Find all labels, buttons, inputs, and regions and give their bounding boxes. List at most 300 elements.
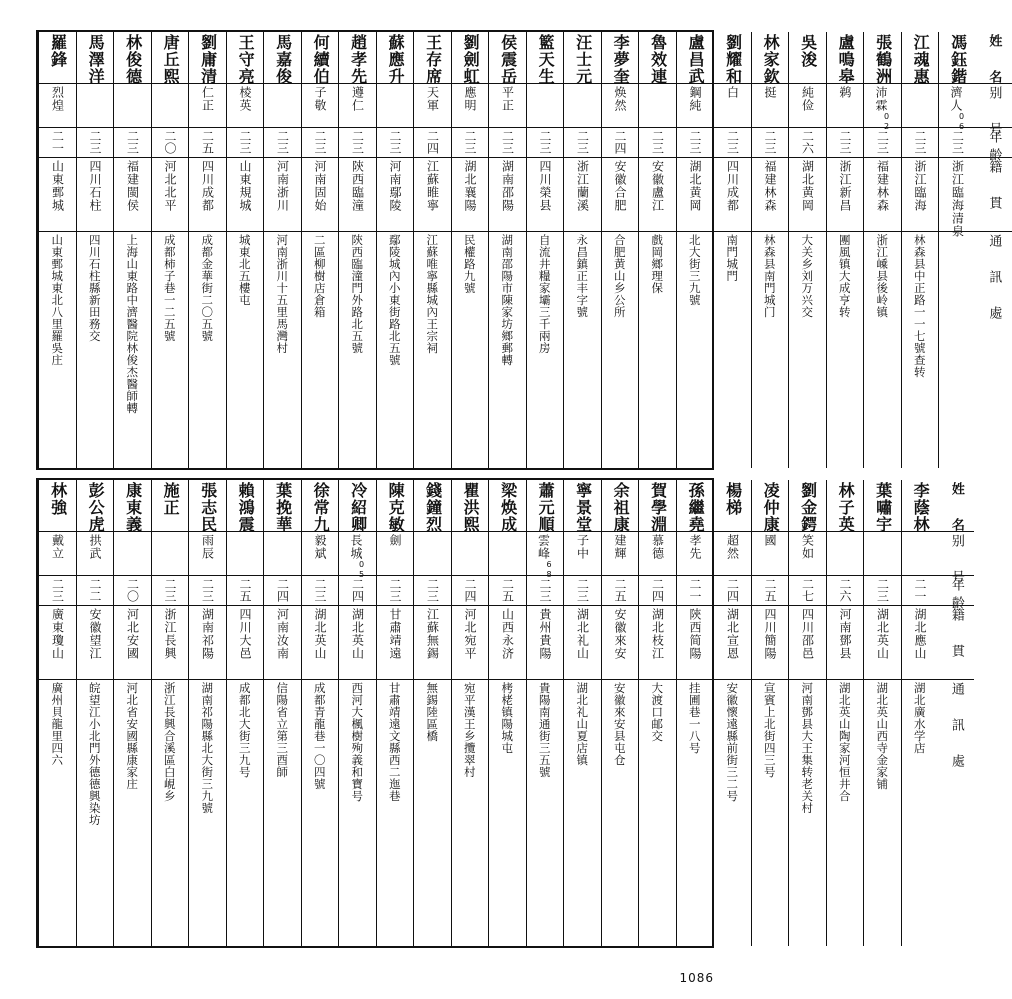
roster-entry-column — [676, 480, 714, 946]
entry-age — [339, 576, 376, 606]
entry-name — [602, 32, 639, 84]
alias-superscript: 06 — [957, 112, 967, 132]
entry-alias — [302, 84, 339, 128]
entry-age-text: 二五 — [613, 578, 628, 602]
roster-entry-column — [113, 32, 151, 468]
entry-alias — [677, 84, 714, 128]
entry-native-place-text: 浙江新昌 — [838, 160, 853, 212]
entry-address-text: 宛平漢王乡攬翠村 — [462, 682, 477, 778]
entry-native-place — [602, 158, 639, 232]
entry-age — [789, 128, 826, 158]
entry-name — [39, 480, 76, 532]
entry-alias-text: 超然 — [725, 534, 740, 560]
entry-age-text: 二四 — [650, 578, 665, 602]
entry-native-place-text: 湖北礼山 — [575, 608, 590, 660]
entry-name — [414, 32, 451, 84]
roster-entry-column — [301, 480, 339, 946]
entry-age — [639, 576, 676, 606]
entry-native-place-text: 湖北枝江 — [650, 608, 665, 660]
entry-age — [939, 128, 976, 158]
entry-name-text: 王守亮 — [236, 34, 256, 85]
entry-address-text: 戲岡鄉理保 — [650, 234, 665, 294]
entry-address-text: 江蘇唯寧縣城內王宗祠 — [425, 234, 440, 354]
entry-address — [189, 232, 226, 468]
entry-address-text: 河南浙川十五里馬灣村 — [275, 234, 290, 354]
entry-age — [489, 128, 526, 158]
header-name-text: 姓 名 — [948, 482, 964, 536]
entry-native-place — [452, 606, 489, 680]
entry-address — [227, 680, 264, 946]
entry-native-place-text: 湖北宣恩 — [725, 608, 740, 660]
entry-age — [639, 128, 676, 158]
entry-address — [602, 232, 639, 468]
entry-name — [527, 480, 564, 532]
entry-alias — [452, 84, 489, 128]
entry-native-place — [677, 606, 714, 680]
entry-name — [564, 32, 601, 84]
entry-name-text: 蕭元順 — [536, 482, 556, 533]
entry-native-place — [414, 158, 451, 232]
entry-native-place — [189, 158, 226, 232]
entry-name — [414, 480, 451, 532]
entry-native-place — [789, 606, 826, 680]
entry-alias-text: 毅斌 — [313, 534, 328, 560]
entry-address-text: 自流井糧家壩三千兩房 — [537, 234, 552, 354]
entry-address — [227, 232, 264, 468]
roster-entry-column — [151, 32, 189, 468]
entry-age-text: 二四 — [725, 578, 740, 602]
entry-name-text: 盧鳴皋 — [836, 34, 856, 85]
entry-alias — [189, 532, 226, 576]
entry-address — [39, 680, 76, 946]
roster-entry-column — [301, 32, 339, 468]
entry-age-text: 二四 — [350, 578, 365, 602]
entry-address — [789, 680, 826, 946]
entry-native-place-text: 陝西臨潼 — [350, 160, 365, 212]
entry-native-place — [339, 606, 376, 680]
entry-age — [827, 128, 864, 158]
entry-native-place-text: 湖北襄陽 — [463, 160, 478, 212]
header-age-text: 年齡 — [948, 578, 964, 614]
entry-name — [152, 32, 189, 84]
entry-native-place-text: 安徽望江 — [88, 608, 103, 660]
entry-native-place-text: 湖北黄岡 — [688, 160, 703, 212]
roster-entry-column — [751, 32, 789, 468]
entry-alias — [789, 532, 826, 576]
entry-name — [189, 32, 226, 84]
entry-native-place-text: 四川簡陽 — [763, 608, 778, 660]
entry-name — [789, 480, 826, 532]
entry-native-place-text: 湖南邵陽 — [500, 160, 515, 212]
entry-name-text: 林俊德 — [123, 34, 143, 85]
entry-name — [227, 32, 264, 84]
entry-name-text: 侯震岳 — [498, 34, 518, 85]
entry-address — [489, 680, 526, 946]
header-address — [976, 232, 1012, 468]
entry-native-place — [752, 606, 789, 680]
roster-entry-column — [188, 32, 226, 468]
entry-native-place-text: 四川大邑 — [238, 608, 253, 660]
entry-age-text: 二三 — [388, 130, 403, 154]
entry-age-text: 二六 — [838, 578, 853, 602]
entry-name-text: 林子英 — [836, 482, 856, 533]
entry-age — [752, 576, 789, 606]
entry-address — [264, 680, 301, 946]
entry-name-text: 冷紹卿 — [348, 482, 368, 533]
entry-address-text: 栲栳镇陽城屯 — [500, 682, 515, 754]
entry-name — [789, 32, 826, 84]
roster-entry-column — [188, 480, 226, 946]
entry-address — [752, 680, 789, 946]
entry-native-place-text: 陝西简陽 — [688, 608, 703, 660]
entry-alias — [864, 532, 901, 576]
entry-native-place — [714, 606, 751, 680]
entry-native-place — [302, 606, 339, 680]
entry-name-text: 唐丘熙 — [161, 34, 181, 85]
entry-name — [639, 480, 676, 532]
roster-entry-column — [601, 32, 639, 468]
entry-name-text: 盧昌武 — [686, 34, 706, 85]
entry-age-text: 二四 — [275, 578, 290, 602]
roster-entry-column — [788, 480, 826, 946]
entry-address — [827, 680, 864, 946]
entry-alias — [902, 84, 939, 128]
entry-native-place-text: 河南固始 — [313, 160, 328, 212]
entry-native-place — [39, 606, 76, 680]
roster-entry-column — [526, 32, 564, 468]
header-alias — [938, 532, 974, 588]
roster-entry-column — [263, 480, 301, 946]
entry-age-text: 二三 — [163, 578, 178, 602]
entry-name-text: 蘇應升 — [386, 34, 406, 85]
entry-alias-text: 戴立 — [50, 534, 65, 560]
entry-name — [227, 480, 264, 532]
entry-age-text: 二三 — [463, 130, 478, 154]
entry-age-text: 二三 — [500, 130, 515, 154]
entry-age-text: 二五 — [200, 130, 215, 154]
entry-name-text: 葉挽華 — [273, 482, 293, 533]
entry-name-text: 江魂惠 — [911, 34, 931, 85]
header-alias-text: 别 号 — [986, 86, 1002, 140]
roster-entry-column — [38, 480, 76, 946]
entry-age-text: 二三 — [425, 578, 440, 602]
entry-address — [564, 680, 601, 946]
entry-address-text: 挂圃巷一八号 — [687, 682, 702, 754]
entry-address-text: 城東北五樓屯 — [237, 234, 252, 306]
entry-address-text: 浙江長興合溪區白峴乡 — [162, 682, 177, 802]
entry-name-text: 何續伯 — [311, 34, 331, 85]
entry-alias-text: 鋼純 — [688, 86, 703, 112]
entry-age — [864, 128, 901, 158]
entry-age-text: 二五 — [500, 578, 515, 602]
entry-age — [189, 576, 226, 606]
entry-name — [902, 480, 939, 532]
entry-native-place — [714, 158, 751, 232]
entry-age-text: 二一 — [688, 578, 703, 602]
roster-grid-top — [38, 32, 1002, 468]
entry-age — [77, 576, 114, 606]
entry-age — [752, 128, 789, 158]
entry-address-text: 鄢陵城內小東街路北五號 — [387, 234, 402, 366]
entry-address-text: 上海山東路中濟醫院林俊杰醫師轉 — [125, 234, 140, 414]
entry-name-text: 劉劍虹 — [461, 34, 481, 85]
entry-alias-text: 孝先 — [688, 534, 703, 560]
entry-alias — [752, 532, 789, 576]
entry-name — [489, 32, 526, 84]
entry-alias-text: 笑如 — [800, 534, 815, 560]
entry-name — [864, 32, 901, 84]
entry-age — [114, 576, 151, 606]
entry-native-place — [827, 606, 864, 680]
entry-alias-text: 仁正 — [200, 86, 215, 112]
entry-address — [752, 232, 789, 468]
roster-table-bottom — [36, 478, 964, 948]
entry-age — [527, 128, 564, 158]
entry-address-text: 林森县中正路一一七號查转 — [912, 234, 927, 378]
entry-native-place — [39, 158, 76, 232]
entry-native-place-text: 湖北應山 — [913, 608, 928, 660]
entry-name — [527, 32, 564, 84]
entry-age-text: 二一 — [913, 578, 928, 602]
entry-age — [864, 576, 901, 606]
entry-age — [114, 128, 151, 158]
entry-name-text: 林家欽 — [761, 34, 781, 85]
entry-alias — [39, 532, 76, 576]
entry-age — [39, 128, 76, 158]
entry-alias — [77, 84, 114, 128]
entry-age — [414, 576, 451, 606]
entry-address — [714, 232, 751, 468]
entry-address — [39, 232, 76, 468]
entry-alias-text: 棱英 — [238, 86, 253, 112]
entry-address-text: 湖北英山西寺金家铺 — [875, 682, 890, 790]
entry-address-text: 成都北大街三九号 — [237, 682, 252, 778]
entry-age-text: 二〇 — [125, 578, 140, 602]
entry-native-place — [827, 158, 864, 232]
entry-name-text: 孫繼堯 — [686, 482, 706, 533]
entry-name — [152, 480, 189, 532]
entry-native-place-text: 江蘇無錫 — [425, 608, 440, 660]
entry-native-place — [864, 158, 901, 232]
entry-name-text: 李蔭林 — [911, 482, 931, 533]
entry-native-place — [414, 606, 451, 680]
roster-header-column — [976, 32, 1012, 468]
entry-name-text: 籃天生 — [536, 34, 556, 85]
roster-entry-column — [226, 480, 264, 946]
entry-age — [152, 576, 189, 606]
header-name-text: 姓 名 — [986, 34, 1002, 88]
entry-address — [77, 232, 114, 468]
entry-address — [302, 680, 339, 946]
entry-name — [677, 32, 714, 84]
entry-address-text: 甘肅靖遠文縣西二迤巷 — [387, 682, 402, 802]
roster-entry-column — [901, 32, 939, 468]
roster-entry-column — [751, 480, 789, 946]
roster-entry-column — [713, 32, 751, 468]
entry-alias — [639, 84, 676, 128]
entry-address-text: 安徽懷遠縣前街三二号 — [725, 682, 740, 802]
entry-name-text: 施正 — [161, 482, 181, 516]
entry-address-text: 湖南邵陽市陳家坊鄉郵轉 — [500, 234, 515, 366]
entry-name-text: 余祖康 — [611, 482, 631, 533]
entry-address-text: 河南鄧县大王集转老关村 — [800, 682, 815, 814]
entry-age-text: 二三 — [950, 130, 965, 154]
entry-age-text: 二三 — [200, 578, 215, 602]
entry-name — [752, 32, 789, 84]
entry-address — [527, 680, 564, 946]
entry-alias — [152, 84, 189, 128]
entry-age-text: 二三 — [313, 578, 328, 602]
entry-native-place-text: 四川石柱 — [88, 160, 103, 212]
entry-address — [639, 680, 676, 946]
entry-address-text: 合肥黄山乡公所 — [612, 234, 627, 318]
entry-name — [302, 480, 339, 532]
entry-name-text: 楊梯 — [723, 482, 743, 516]
entry-address-text: 大关乡刘万兴交 — [800, 234, 815, 318]
entry-address-text: 西河大楓樹殉義和寶号 — [350, 682, 365, 802]
entry-native-place-text: 湖北英山 — [350, 608, 365, 660]
entry-native-place-text: 四川邵邑 — [800, 608, 815, 660]
entry-native-place-text: 湖南祁陽 — [200, 608, 215, 660]
entry-age-text: 二一 — [50, 130, 65, 154]
entry-address — [714, 680, 751, 946]
entry-name-text: 魯效連 — [648, 34, 668, 85]
entry-native-place — [114, 158, 151, 232]
entry-alias-text: 子敬 — [313, 86, 328, 112]
entry-age-text: 二三 — [313, 130, 328, 154]
entry-native-place-text: 浙江臨海清泉 — [950, 160, 965, 238]
entry-name — [302, 32, 339, 84]
entry-alias — [377, 84, 414, 128]
entry-age — [714, 576, 751, 606]
header-native-place — [938, 606, 974, 680]
entry-native-place — [902, 158, 939, 232]
header-address — [938, 680, 974, 946]
roster-entry-column — [938, 32, 976, 468]
entry-age — [902, 128, 939, 158]
roster-entry-column — [826, 480, 864, 946]
entry-age-text: 二三 — [650, 130, 665, 154]
entry-native-place-text: 山西永济 — [500, 608, 515, 660]
entry-native-place — [564, 606, 601, 680]
entry-native-place — [339, 158, 376, 232]
entry-address — [152, 680, 189, 946]
entry-native-place-text: 湖北英山 — [875, 608, 890, 660]
entry-name — [939, 32, 976, 84]
entry-address — [77, 680, 114, 946]
entry-alias — [452, 532, 489, 576]
entry-age — [227, 128, 264, 158]
header-alias-text: 别 号 — [948, 534, 964, 588]
entry-name — [189, 480, 226, 532]
entry-name-text: 賀學淵 — [648, 482, 668, 533]
entry-age-text: 二四 — [613, 130, 628, 154]
entry-alias — [302, 532, 339, 576]
entry-age-text: 二六 — [800, 130, 815, 154]
roster-entry-column — [638, 480, 676, 946]
entry-age — [452, 576, 489, 606]
entry-name — [602, 480, 639, 532]
roster-entry-column — [338, 32, 376, 468]
entry-name-text: 凌仲康 — [761, 482, 781, 533]
entry-alias-text: 長城$^{05}$ — [349, 534, 367, 580]
entry-address — [339, 232, 376, 468]
roster-entry-column — [226, 32, 264, 468]
entry-name-text: 王存席 — [423, 34, 443, 85]
roster-entry-column — [863, 480, 901, 946]
entry-age — [302, 576, 339, 606]
entry-name — [264, 480, 301, 532]
alias-superscript: 02 — [882, 112, 892, 132]
entry-name — [339, 32, 376, 84]
roster-entry-column — [151, 480, 189, 946]
entry-alias-text: 濟人$^{06}$ — [949, 86, 967, 132]
roster-entry-column — [376, 480, 414, 946]
entry-address-text: 貴陽南通街三五號 — [537, 682, 552, 778]
entry-native-place-text: 河南鄢陵 — [388, 160, 403, 212]
entry-age-text: 二五 — [238, 578, 253, 602]
entry-alias — [564, 532, 601, 576]
entry-alias — [114, 532, 151, 576]
entry-address-text: 林森县南門城门 — [762, 234, 777, 318]
entry-alias — [227, 532, 264, 576]
entry-address — [639, 232, 676, 468]
entry-name — [902, 32, 939, 84]
entry-native-place — [227, 606, 264, 680]
entry-address — [452, 680, 489, 946]
entry-address-text: 民權路九號 — [462, 234, 477, 294]
entry-address-text: 安徽來安县屯仓 — [612, 682, 627, 766]
entry-name — [714, 480, 751, 532]
entry-native-place — [602, 606, 639, 680]
entry-address-text: 四川石柱縣新田務交 — [87, 234, 102, 342]
entry-name-text: 劉庸清 — [198, 34, 218, 85]
entry-alias-text: 烈煌 — [50, 86, 65, 112]
entry-native-place-text: 湖北黄岡 — [800, 160, 815, 212]
entry-age — [302, 128, 339, 158]
entry-name — [714, 32, 751, 84]
entry-address — [414, 680, 451, 946]
entry-address-text: 湖南祁陽縣北大街三九號 — [200, 682, 215, 814]
roster-entry-column — [338, 480, 376, 946]
entry-age-text: 二三 — [125, 130, 140, 154]
roster-entry-column — [451, 32, 489, 468]
entry-address — [377, 232, 414, 468]
entry-alias — [939, 84, 976, 132]
header-address-text: 通 訊 處 — [986, 234, 1002, 324]
entry-address — [827, 232, 864, 468]
entry-age — [827, 576, 864, 606]
entry-alias — [489, 532, 526, 576]
entry-alias — [489, 84, 526, 128]
page-number: 1086 — [679, 971, 714, 985]
entry-name-text: 馬澤洋 — [86, 34, 106, 85]
entry-address-text: 湖北廣水学店 — [912, 682, 927, 754]
entry-native-place — [789, 158, 826, 232]
entry-alias — [189, 84, 226, 128]
entry-native-place — [752, 158, 789, 232]
entry-age — [189, 128, 226, 158]
roster-entry-column — [563, 480, 601, 946]
entry-age — [489, 576, 526, 606]
header-native-place-text: 籍 貫 — [986, 160, 1002, 214]
entry-native-place-text: 江蘇睢寧 — [425, 160, 440, 212]
entry-address-text: 山東鄄城東北八里羅吳庄 — [50, 234, 65, 366]
entry-alias — [527, 532, 564, 580]
entry-name-text: 趙孝先 — [348, 34, 368, 85]
entry-age-text: 二三 — [688, 130, 703, 154]
entry-native-place — [864, 606, 901, 680]
